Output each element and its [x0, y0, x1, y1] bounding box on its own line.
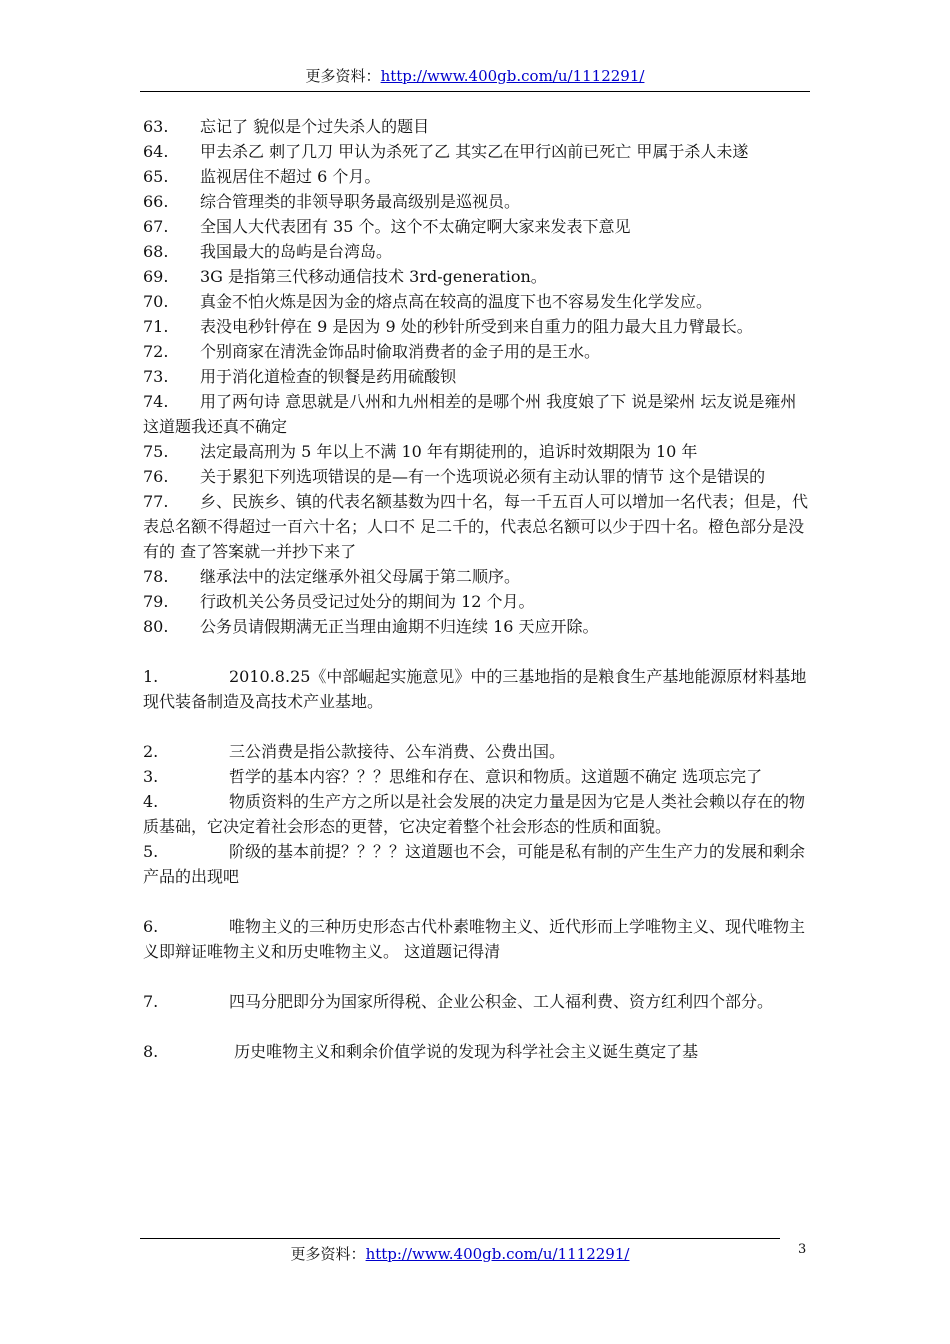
blank-line [143, 639, 811, 664]
item-text: 2010.8.25《中部崛起实施意见》中的三基地指的是粮食生产基地能源原材料基地现代装备制造及高技术产业基地。 [143, 667, 807, 711]
item-text: 三公消费是指公款接待、公车消费、公费出国。 [229, 742, 566, 761]
item-text: 个别商家在清洗金饰品时偷取消费者的金子用的是王水。 [200, 342, 601, 361]
item-number: 8. [143, 1042, 159, 1061]
list-item [143, 614, 811, 639]
item-text: 用于消化道检查的钡餐是药用硫酸钡 [200, 367, 457, 386]
item-number: 7. [143, 992, 159, 1011]
item-number: 5. [143, 842, 159, 861]
list-item [143, 564, 811, 589]
list-item [143, 364, 811, 389]
blank-line [143, 964, 811, 989]
item-text: 表没电秒针停在 9 是因为 9 处的秒针所受到来自重力的阻力最大且力臂最长。 [200, 317, 753, 336]
item-number: 77. [143, 492, 169, 511]
page-header [140, 66, 810, 86]
item-number: 74. [143, 392, 169, 411]
footer-divider [140, 1238, 780, 1239]
page-footer [140, 1244, 780, 1264]
item-text: 行政机关公务员受记过处分的期间为 12 个月。 [200, 592, 535, 611]
list-item [143, 439, 811, 464]
header-link[interactable]: http://www.400gb.com/u/1112291/ [380, 67, 645, 85]
item-text: 物质资料的生产方之所以是社会发展的决定力量是因为它是人类社会赖以存在的物质基础，它决定着社会形态的更替，它决定着整个社会形态的性质和面貌。 [143, 792, 806, 836]
item-text: 用了两句诗 意思就是八州和九州相差的是哪个州 我度娘了下 说是梁州 坛友说是雍州 这道题我还真不确定 [143, 392, 797, 436]
item-text: 哲学的基本内容？？？思维和存在、意识和物质。这道题不确定 选项忘完了 [229, 767, 763, 786]
item-number: 63. [143, 117, 169, 136]
list-item [143, 664, 811, 714]
list-item [143, 839, 811, 889]
item-number: 4. [143, 792, 159, 811]
item-number: 3. [143, 767, 159, 786]
item-text: 继承法中的法定继承外祖父母属于第二顺序。 [200, 567, 521, 586]
list-item [143, 189, 811, 214]
list-item [143, 289, 811, 314]
list-item [143, 164, 811, 189]
list-item [143, 789, 811, 839]
item-number: 79. [143, 592, 169, 611]
item-text: 历史唯物主义和剩余价值学说的发现为科学社会主义诞生奠定了基 [229, 1042, 699, 1061]
document-body [143, 114, 811, 1064]
list-item [143, 389, 811, 439]
header-divider [140, 91, 810, 92]
item-number: 70. [143, 292, 169, 311]
list-item [143, 489, 811, 564]
item-text: 忘记了 貌似是个过失杀人的题目 [200, 117, 430, 136]
item-number: 78. [143, 567, 169, 586]
item-text: 3G 是指第三代移动通信技术 3rd-generation。 [200, 267, 547, 286]
item-text: 阶级的基本前提？？？？这道题也不会，可能是私有制的产生生产力的发展和剩余产品的出现吧 [143, 842, 806, 886]
item-number: 73. [143, 367, 169, 386]
item-text: 关于累犯下列选项错误的是—有一个选项说必须有主动认罪的情节 这个是错误的 [200, 467, 766, 486]
list-item [143, 464, 811, 489]
blank-line [143, 1014, 811, 1039]
item-number: 71. [143, 317, 169, 336]
footer-label: 更多资料： [290, 1245, 366, 1263]
list-item [143, 239, 811, 264]
list-item [143, 739, 811, 764]
item-number: 69. [143, 267, 169, 286]
item-number: 76. [143, 467, 169, 486]
list-item [143, 264, 811, 289]
item-number: 1. [143, 667, 159, 686]
item-text: 我国最大的岛屿是台湾岛。 [200, 242, 393, 261]
item-text: 监视居住不超过 6 个月。 [200, 167, 381, 186]
item-number: 75. [143, 442, 169, 461]
item-number: 72. [143, 342, 169, 361]
item-text: 四马分肥即分为国家所得税、企业公积金、工人福利费、资方红利四个部分。 [229, 992, 774, 1011]
list-item [143, 339, 811, 364]
item-text: 综合管理类的非领导职务最高级别是巡视员。 [200, 192, 521, 211]
list-item [143, 1039, 811, 1064]
list-item [143, 989, 811, 1014]
item-number: 2. [143, 742, 159, 761]
item-text: 唯物主义的三种历史形态古代朴素唯物主义、近代形而上学唯物主义、现代唯物主义即辩证唯物主义和历史唯物主义。 这道题记得清 [143, 917, 806, 961]
list-item [143, 589, 811, 614]
item-number: 80. [143, 617, 169, 636]
blank-line [143, 714, 811, 739]
blank-line [143, 889, 811, 914]
item-text: 乡、民族乡、镇的代表名额基数为四十名，每一千五百人可以增加一名代表；但是，代表总名额不得超过一百六十名；人口不 足二千的，代表总名额可以少于四十名。橙色部分是没有的 查了答案就一并抄下来了 [143, 492, 809, 561]
item-number: 65. [143, 167, 169, 186]
list-item [143, 764, 811, 789]
list-item [143, 214, 811, 239]
item-text: 真金不怕火炼是因为金的熔点高在较高的温度下也不容易发生化学发应。 [200, 292, 713, 311]
item-number: 67. [143, 217, 169, 236]
item-text: 全国人大代表团有 35 个。这个不太确定啊大家来发表下意见 [200, 217, 631, 236]
item-text: 法定最高刑为 5 年以上不满 10 年有期徒刑的，追诉时效期限为 10 年 [200, 442, 698, 461]
list-item [143, 914, 811, 964]
header-label: 更多资料： [305, 67, 381, 85]
item-text: 公务员请假期满无正当理由逾期不归连续 16 天应开除。 [200, 617, 599, 636]
item-number: 66. [143, 192, 169, 211]
list-item [143, 314, 811, 339]
item-number: 68. [143, 242, 169, 261]
list-item [143, 114, 811, 139]
list-item [143, 139, 811, 164]
footer-link[interactable]: http://www.400gb.com/u/1112291/ [365, 1245, 630, 1263]
item-number: 6. [143, 917, 159, 936]
item-text: 甲去杀乙 刺了几刀 甲认为杀死了乙 其实乙在甲行凶前已死亡 甲属于杀人未遂 [200, 142, 749, 161]
item-number: 64. [143, 142, 169, 161]
page-number: 3 [798, 1242, 807, 1257]
